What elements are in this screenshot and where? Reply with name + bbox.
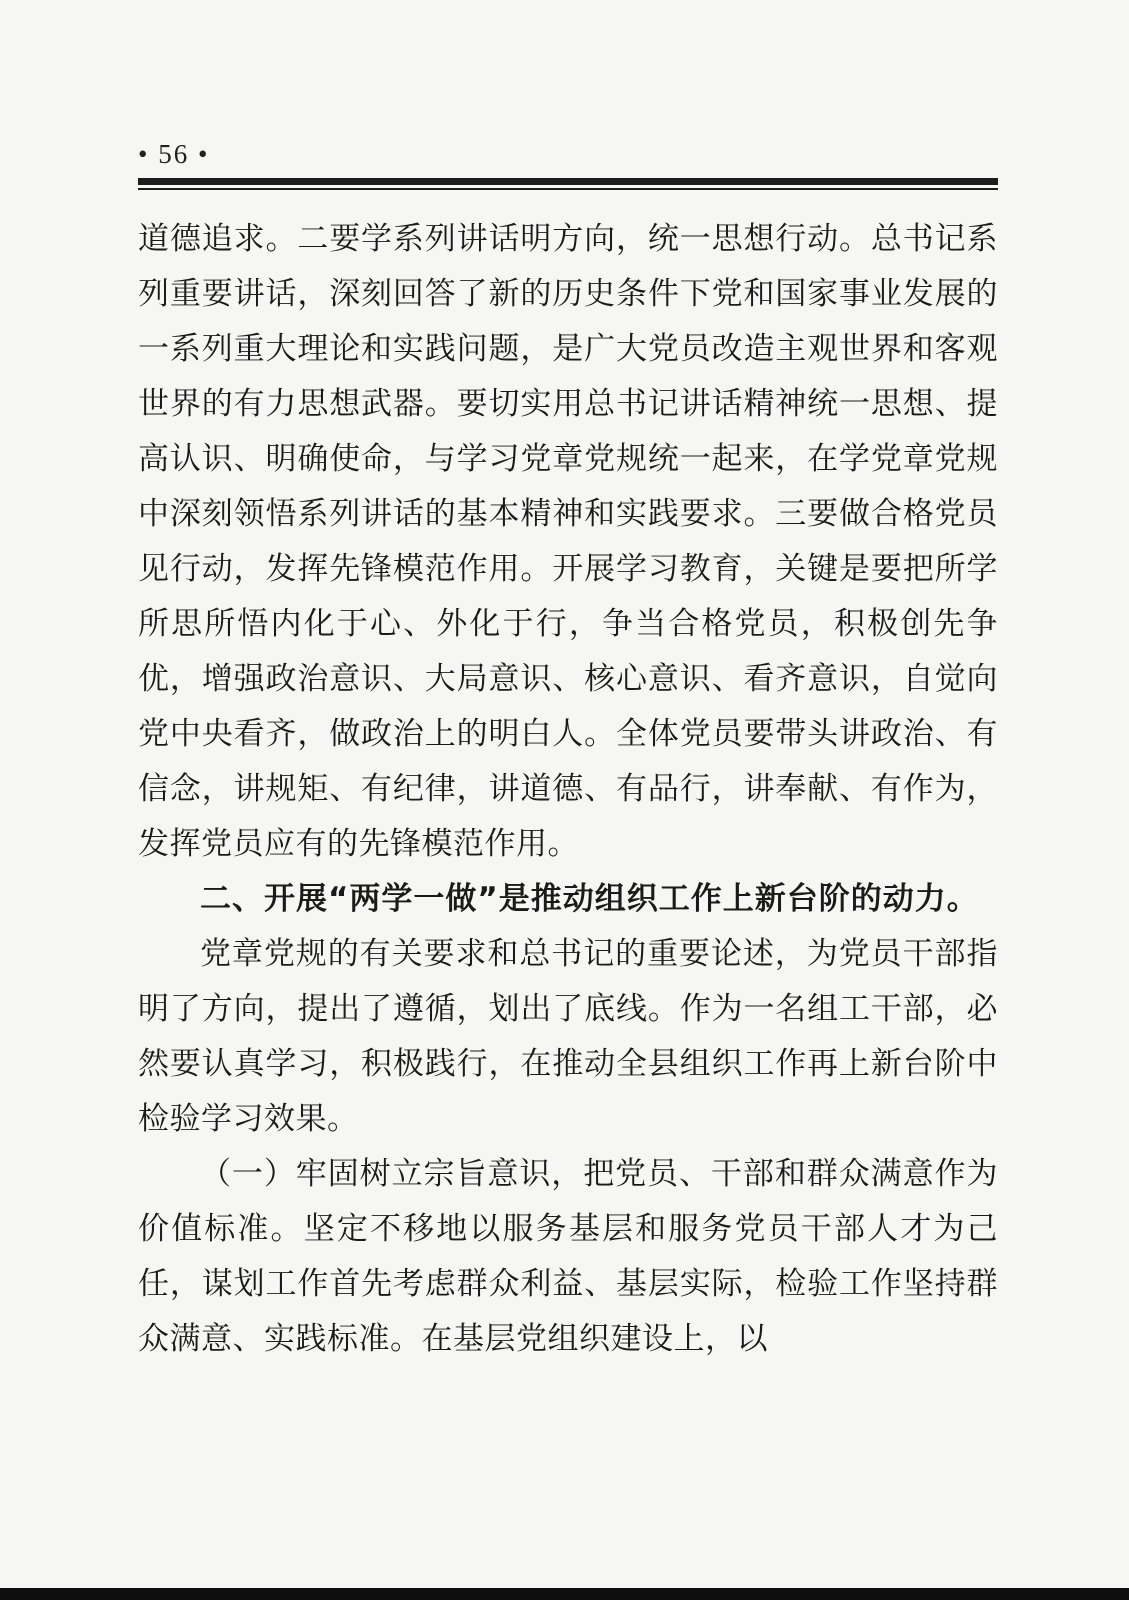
paragraph-continuation: 道德追求。二要学系列讲话明方向，统一思想行动。总书记系列重要讲话，深刻回答了新的历史条件下党和国家事业发展的一系列重大理论和实践问题，是广大党员改造主观世界和客观世界的有力思想武器。要切实用总书记讲话精神统一思想、提高认识、明确使命，与学习党章党规统一起来，在学党章党规中深刻领悟系列讲话的基本精神和实践要求。三要做合格党员见行动，发挥先锋模范作用。开展学习教育，关键是要把所学所思所悟内化于心、外化于行，争当合格党员，积极创先争优，增强政治意识、大局意识、核心意识、看齐意识，自觉向党中央看齐，做政治上的明白人。全体党员要带头讲政治、有信念，讲规矩、有纪律，讲道德、有品行，讲奉献、有作为，发挥党员应有的先锋模范作用。	[138, 221, 998, 862]
section-heading: 二、开展“两学一做”是推动组织工作上新台阶的动力。	[200, 881, 979, 917]
paragraph: （一）牢固树立宗旨意识，把党员、干部和群众满意作为价值标准。坚定不移地以服务基层和服务党员干部人才为己任，谋划工作首先考虑群众利益、基层实际，检验工作坚持群众满意、实践标准。在基层党组织建设上，以	[138, 1156, 998, 1357]
header-rule-thick	[138, 178, 998, 185]
scan-bottom-edge	[0, 1588, 1129, 1600]
page-body	[138, 212, 998, 1367]
page-number: • 56 •	[138, 139, 210, 169]
paragraph: 党章党规的有关要求和总书记的重要论述，为党员干部指明了方向，提出了遵循，划出了底线。作为一名组工干部，必然要认真学习，积极践行，在推动全县组织工作再上新台阶中检验学习效果。	[138, 936, 998, 1137]
page-header	[138, 134, 998, 174]
header-rule-thin	[138, 188, 998, 190]
